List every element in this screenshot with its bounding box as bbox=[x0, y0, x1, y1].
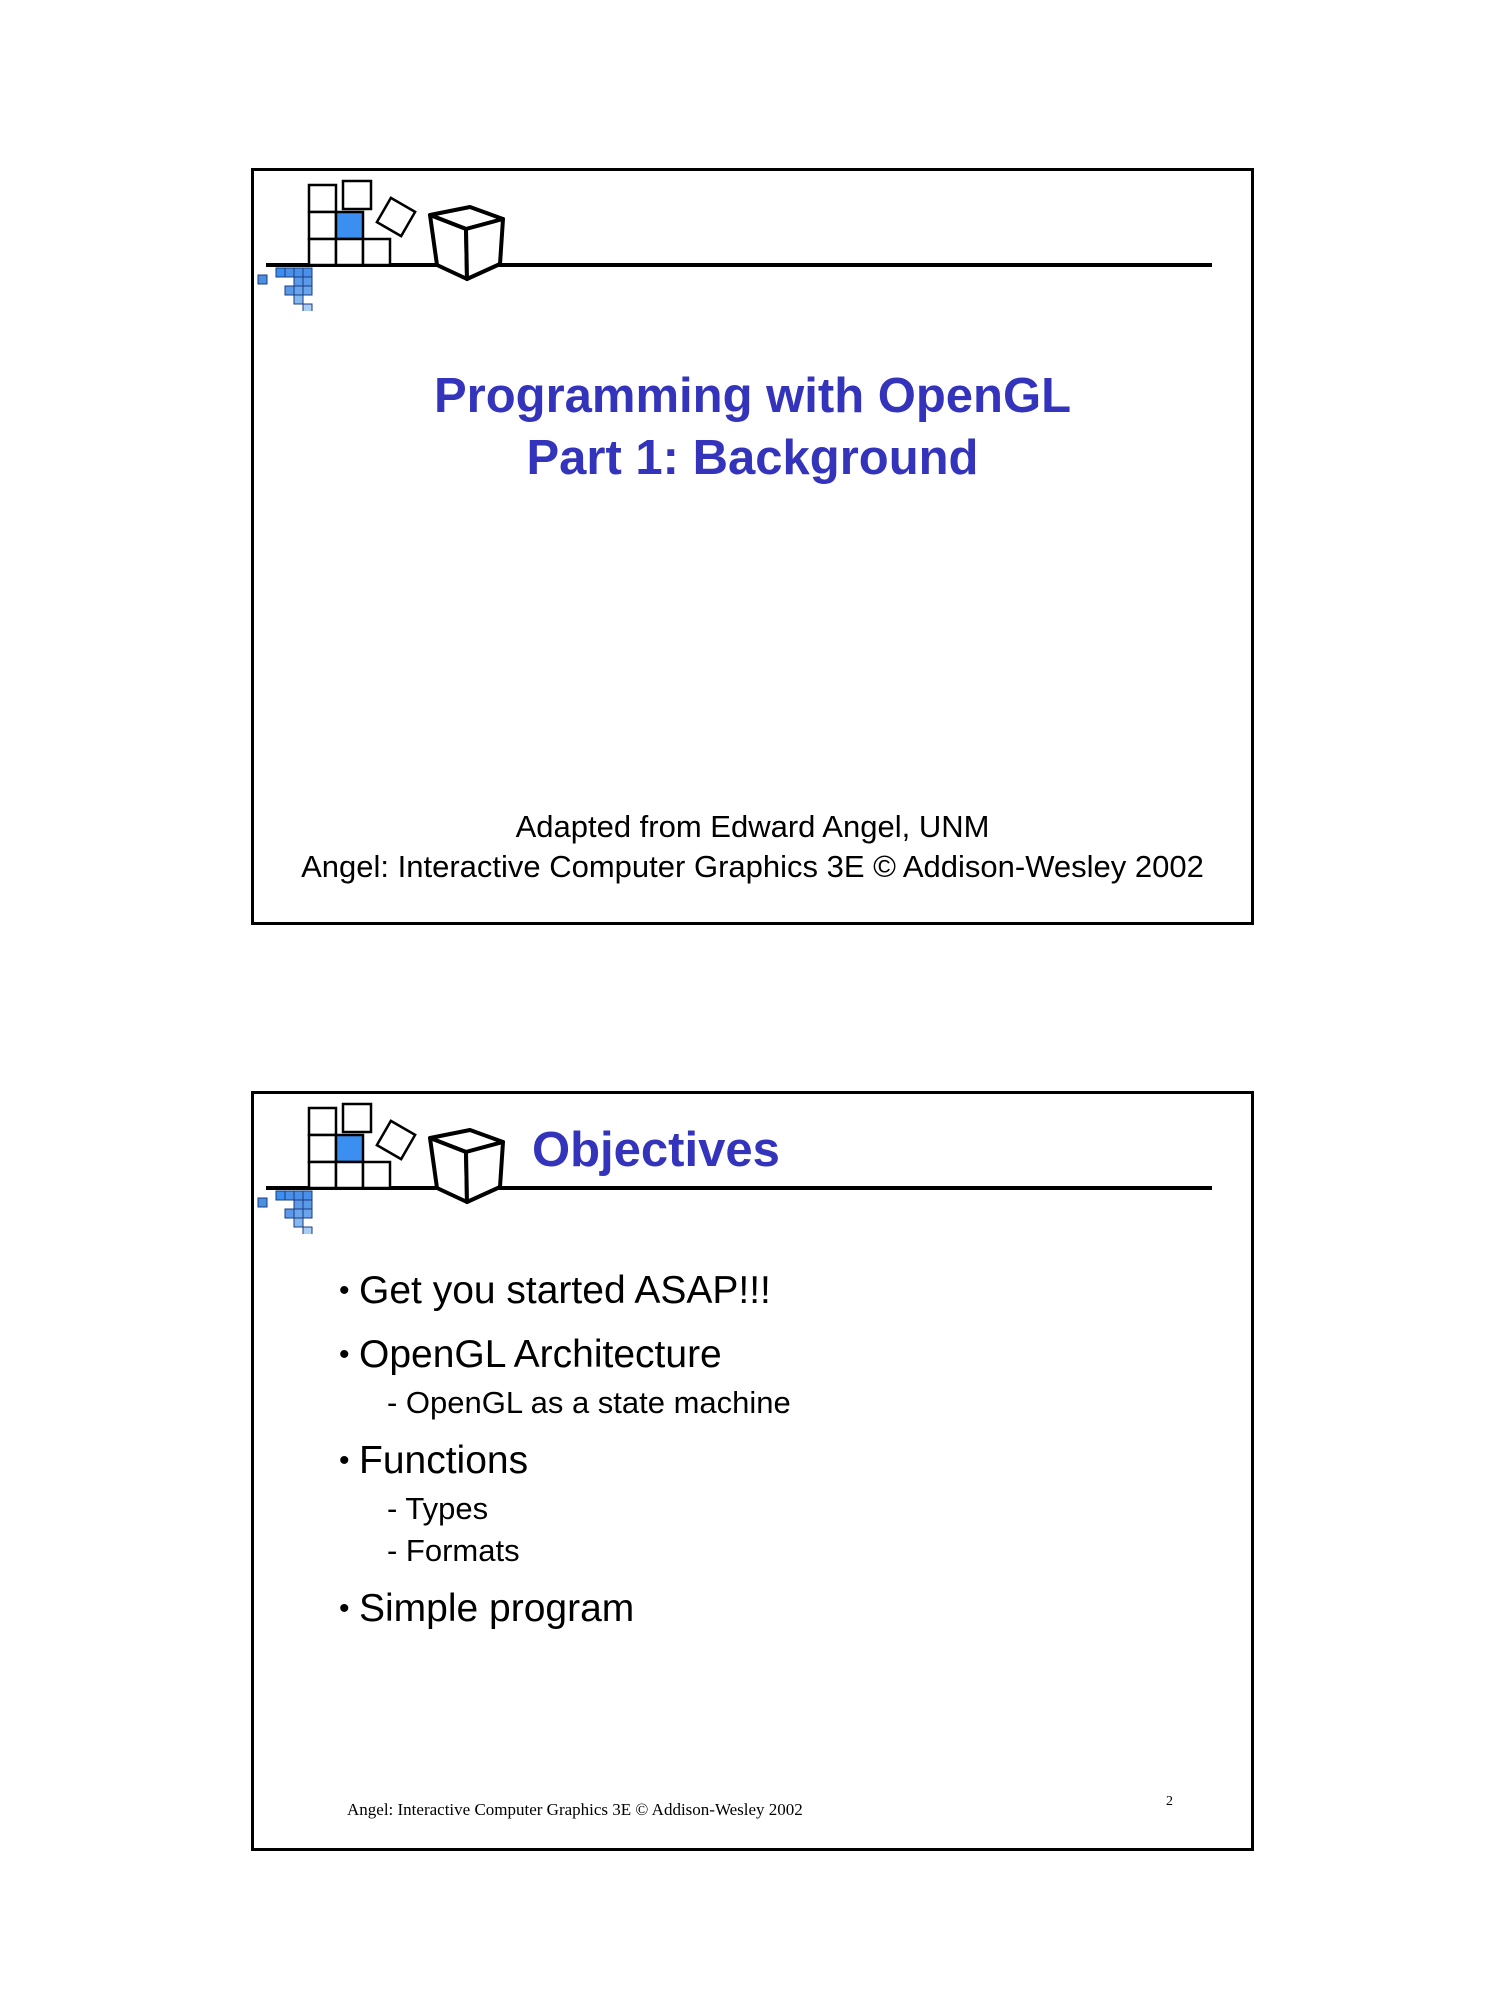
slide-1 bbox=[251, 168, 1254, 925]
attribution-line-2: Angel: Interactive Computer Graphics 3E © Addison-Wesley 2002 bbox=[301, 849, 1204, 884]
bullet-item: • OpenGL Architecture bbox=[339, 1330, 791, 1380]
objectives-list bbox=[339, 1266, 791, 1648]
title-line-2: Part 1: Background bbox=[526, 431, 979, 485]
attribution bbox=[254, 807, 1251, 887]
page-number: 2 bbox=[1166, 1794, 1173, 1809]
bullet-icon: • bbox=[339, 1338, 350, 1371]
slide-1-title bbox=[254, 365, 1251, 489]
sub-bullet-item: - Types bbox=[387, 1491, 489, 1526]
sub-bullet-item: - OpenGL as a state machine bbox=[387, 1385, 791, 1420]
bullet-icon: • bbox=[339, 1274, 350, 1307]
bullet-item: • Simple program bbox=[339, 1584, 791, 1634]
slide-2-title: Objectives bbox=[532, 1123, 780, 1177]
title-line-1: Programming with OpenGL bbox=[433, 369, 1072, 423]
bullet-icon: • bbox=[339, 1592, 350, 1625]
cubes-logo-icon bbox=[254, 171, 1254, 311]
bullet-item: • Functions bbox=[339, 1436, 791, 1486]
bullet-item: • Get you started ASAP!!! bbox=[339, 1266, 791, 1316]
sub-bullet-item: - Formats bbox=[387, 1533, 520, 1568]
slide-footer: Angel: Interactive Computer Graphics 3E © Addison-Wesley 2002 bbox=[347, 1800, 803, 1819]
slide-2 bbox=[251, 1091, 1254, 1851]
bullet-icon: • bbox=[339, 1444, 350, 1477]
attribution-line-1: Adapted from Edward Angel, UNM bbox=[515, 809, 990, 844]
